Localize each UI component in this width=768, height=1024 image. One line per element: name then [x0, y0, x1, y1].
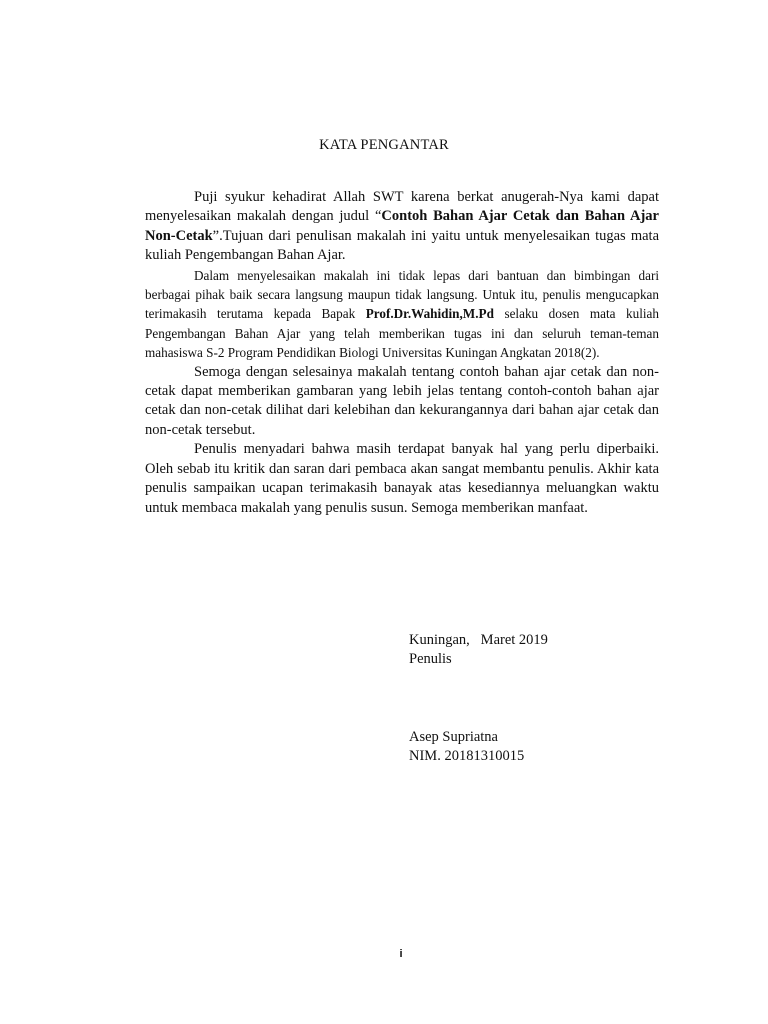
document-body [145, 188, 659, 518]
page-number: i [399, 948, 403, 960]
signature-name-block [409, 728, 524, 767]
paragraph-1-bold-title: Contoh Bahan Ajar Cetak dan Bahan Ajar Non-Cetak [145, 208, 659, 244]
signature-role: Penulis [409, 651, 452, 668]
signature-name: Asep Supriatna [409, 729, 498, 745]
paragraph-1-text-end: ”.Tujuan dari penulisan makalah ini yaitu untuk menyelesaikan tugas mata kuliah Pengembangan Bahan Ajar. [145, 227, 659, 264]
signature-place-block [409, 631, 548, 670]
paragraph-2 [145, 266, 659, 363]
paragraph-4: Penulis menyadari bahwa masih terdapat banyak hal yang perlu diperbaiki. Oleh sebab itu kritik dan saran dari pembaca akan sangat membantu penulis. Akhir kata penulis sampaikan ucapan terimakasih banayak atas kesediannya meluangkan waktu untuk membaca makalah yang penulis susun. Semoga memberikan manfaat. [145, 441, 659, 516]
paragraph-3: Semoga dengan selesainya makalah tentang contoh bahan ajar cetak dan non-cetak dapat memberikan gambaran yang lebih jelas tentang contoh-contoh bahan ajar cetak dan non-cetak dilihat dari kelebihan dan kekurangannya dari bahan ajar cetak dan non-cetak tersebut. [145, 363, 659, 438]
paragraph-1-text-start: Puji syukur kehadirat Allah SWT karena berkat anugerah-Nya kami dapat menyelesaikan makalah dengan judul “ [145, 189, 659, 225]
signature-place-date: Kuningan, Maret 2019 [409, 632, 548, 648]
page-title: KATA PENGANTAR [319, 137, 449, 153]
paragraph-2-text-start: Dalam menyelesaikan makalah ini tidak lepas dari bantuan dan bimbingan dari berbagai pihak baik secara langsung maupun tidak langsung. Untuk itu, penulis mengucapkan terimakasih terutama kepada Bapak [145, 267, 659, 322]
paragraph-2-bold-name: Prof.Dr.Wahidin,M.Pd [365, 306, 494, 322]
paragraph-1 [145, 188, 659, 266]
signature-nim: NIM. 20181310015 [409, 748, 525, 765]
paragraph-2-text-end: selaku dosen mata kuliah Pengembangan Bahan Ajar yang telah memberikan tugas ini dan seluruh teman-teman mahasiswa S-2 Program Pendidikan Biologi Universitas Kuningan Angkatan 2018(2). [145, 306, 659, 361]
